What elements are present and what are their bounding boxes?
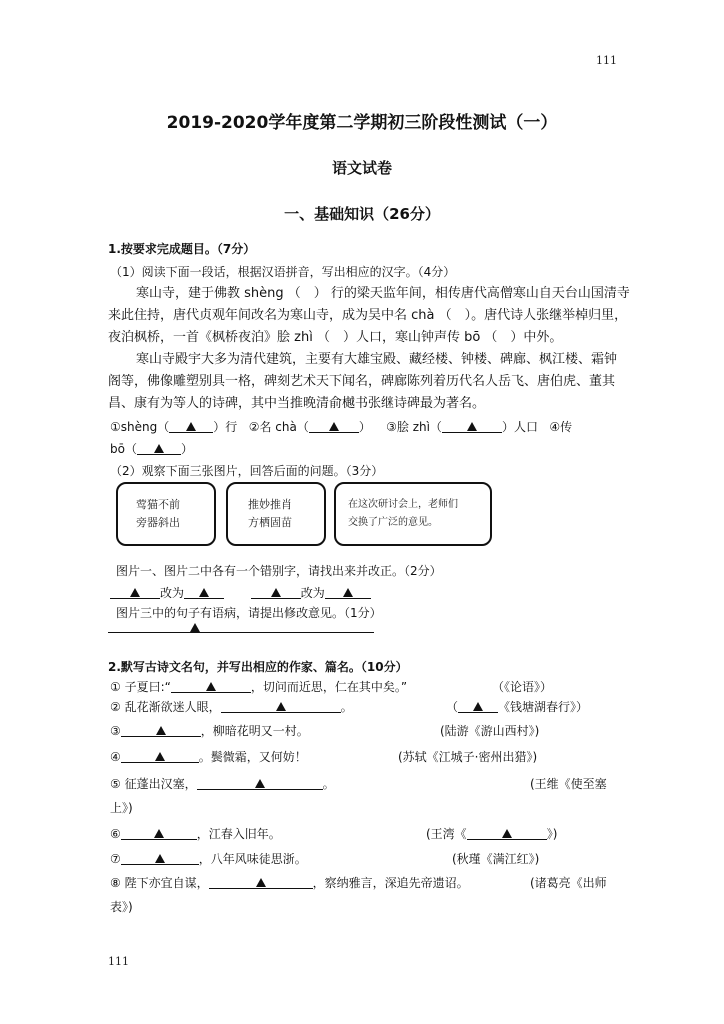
correct-char-blank-1[interactable] [184,586,224,599]
change-to-label: 改为 [160,586,185,600]
picture-box-1 [116,482,216,546]
picture-1-line: 旁器斜出 [136,516,180,529]
poem-8-source-cont: 表》) [110,900,133,914]
answer-suffix-b: ） [358,420,371,434]
answer-suffix-e: ） [180,442,193,456]
question-1-heading: 1.按要求完成题目。（7分） [108,242,256,256]
picture-2-line: 方栖固苗 [248,516,292,529]
poem-6-blank[interactable] [121,827,197,840]
poem-8-blank[interactable] [209,876,313,889]
poem-line-2 [110,698,353,715]
answer-label-c: ③脍 zhì（ [386,420,442,434]
poem-4-source: (苏轼《江城子·密州出猎》) [398,750,538,764]
poem-2-prefix: ② 乱花渐欲迷人眼， [110,700,221,714]
answer-row-1 [110,418,572,435]
answer-blank-c[interactable] [442,420,502,433]
wrong-char-blank-1[interactable] [110,586,160,599]
poem-8-source: (诸葛亮《出师 [530,876,607,890]
question-1-part2-intro: （2）观察下面三张图片，回答后面的问题。（3分） [110,464,384,478]
poem-4-blank[interactable] [121,750,199,763]
passage-line: 寒山寺，建于佛教 shèng （ ） 行的梁天监年间，相传唐代高僧寒山自天台山国清寺 [136,286,630,301]
revision-blank[interactable] [108,620,374,633]
answer-suffix-c: ）人口 [501,420,538,434]
poem-7-prefix: ⑦ [110,852,121,866]
poem-line-8 [110,874,469,891]
passage-line: 夜泊枫桥，一首《枫桥夜泊》脍 zhì （ ）人口，寒山钟声传 bō （ ）中外。 [108,330,563,345]
page-number-bottom: 111 [108,955,129,968]
poem-3-source: (陆游《游山西村》) [440,724,540,738]
triangle-marker-icon [155,854,165,863]
triangle-marker-icon [206,682,216,691]
triangle-marker-icon [199,588,209,597]
poem-5-suffix: 。 [322,777,335,791]
triangle-marker-icon [276,702,286,711]
poem-8-suffix: ，察纳雅言，深追先帝遗诏。 [312,876,469,890]
picture-box-3 [334,482,492,546]
poem-4-suffix: 。鬓微霜，又何妨！ [198,750,307,764]
answer-row-2 [110,440,193,457]
poem-2-author-blank[interactable] [458,700,498,713]
answer-label-e: bō（ [110,442,137,456]
poem-1-prefix: ① 子夏曰:“ [110,680,171,694]
triangle-marker-icon [473,702,483,711]
picture-3-line: 在这次研讨会上，老师们 [348,499,458,510]
picture-box-2 [226,482,326,546]
poem-3-blank[interactable] [121,724,201,737]
revision-row [108,620,374,636]
poem-5-blank[interactable] [197,777,323,790]
question-1-part2a: 图片一、图片二中各有一个错别字，请找出来并改正。（2分） [116,564,442,578]
poem-5-source-cont: 上》) [110,801,133,815]
poem-5-prefix: ⑤ 征蓬出汉塞， [110,777,197,791]
poem-6-prefix: ⑥ [110,827,121,841]
correct-char-blank-2[interactable] [325,586,371,599]
triangle-marker-icon [155,752,165,761]
section-heading: 一、基础知识（26分） [284,205,440,223]
triangle-marker-icon [467,422,477,431]
triangle-marker-icon [186,422,196,431]
exam-title: 2019-2020学年度第二学期初三阶段性测试（一） [166,113,558,133]
poem-2-paren: （ [446,700,459,714]
correction-row [110,584,371,601]
passage-line: 阁等，佛像雕塑别具一格，碑刻艺术天下闻名，碑廊陈列着历代名人岳飞、唐伯虎、董其 [108,374,616,389]
question-1-part1-intro: （1）阅读下面一段话，根据汉语拼音，写出相应的汉字。（4分） [110,265,456,279]
triangle-marker-icon [130,588,140,597]
passage-line: 昌、康有为等人的诗碑，其中当推晚清俞樾书张继诗碑最为著名。 [108,396,486,411]
poem-6-author: (王湾《 [426,827,467,841]
poem-6-suffix: ，江春入旧年。 [196,827,281,841]
change-to-label: 改为 [300,586,325,600]
answer-suffix-a: ）行 [213,420,238,434]
triangle-marker-icon [154,829,164,838]
question-1-part2b: 图片三中的句子有语病，请提出修改意见。（1分） [116,606,382,620]
triangle-marker-icon [154,444,164,453]
triangle-marker-icon [255,779,265,788]
poem-6-source [426,825,557,842]
passage-line: 寒山寺殿宇大多为清代建筑，主要有大雄宝殿、藏经楼、钟楼、碑廊、枫江楼、霜钟 [136,352,618,367]
poem-4-prefix: ④ [110,750,121,764]
answer-blank-e[interactable] [137,442,181,455]
poem-line-1 [110,678,407,695]
poem-2-source [446,698,588,715]
answer-blank-b[interactable] [309,420,359,433]
answer-label-a: ①shèng（ [110,420,170,434]
triangle-marker-icon [343,588,353,597]
passage-line: 来此住持，唐代贞观年间改名为寒山寺，成为吴中名 chà （ ）。唐代诗人张继举棹归里， [108,308,628,323]
triangle-marker-icon [271,588,281,597]
poem-1-suffix: ，切问而近思，仁在其中矣。” [250,680,408,694]
poem-3-suffix: ，柳暗花明又一村。 [200,724,309,738]
poem-3-prefix: ③ [110,724,121,738]
poem-2-blank[interactable] [221,700,341,713]
question-2-heading: 2.默写古诗文名句，并写出相应的作家、篇名。（10分） [108,660,408,674]
answer-blank-a[interactable] [169,420,213,433]
answer-label-b: ②名 chà（ [248,420,309,434]
poem-1-blank[interactable] [171,680,251,693]
poem-8-prefix: ⑧ 陛下亦宜自谋， [110,876,209,890]
exam-subtitle: 语文试卷 [331,159,392,177]
picture-1-line: 莺猫不前 [136,498,180,511]
poem-2-suffix: 。 [340,700,353,714]
picture-2-line: 推妙推肖 [248,498,292,511]
poem-7-blank[interactable] [121,852,199,865]
triangle-marker-icon [502,829,512,838]
poem-line-5 [110,775,335,792]
wrong-char-blank-2[interactable] [251,586,301,599]
poem-1-source: （《论语》） [492,680,553,694]
poem-line-3 [110,722,309,739]
triangle-marker-icon [190,623,200,632]
triangle-marker-icon [156,726,166,735]
picture-3-line: 交换了广泛的意见。 [348,517,438,528]
poem-5-source: (王维《使至塞 [530,777,607,791]
answer-label-d: ④传 [549,420,573,434]
page-number-top: 111 [596,54,617,67]
poem-6-title-blank[interactable] [467,827,547,840]
triangle-marker-icon [256,878,266,887]
poem-line-7 [110,850,307,867]
poem-line-6 [110,825,281,842]
triangle-marker-icon [329,422,339,431]
poem-2-title: 《钱塘湖春行》） [498,700,589,714]
poem-line-4 [110,748,307,765]
poem-7-suffix: ，八年风味徒思浙。 [198,852,307,866]
poem-6-close: 》) [546,827,558,841]
poem-7-source: (秋瑾《满江红》) [452,852,540,866]
